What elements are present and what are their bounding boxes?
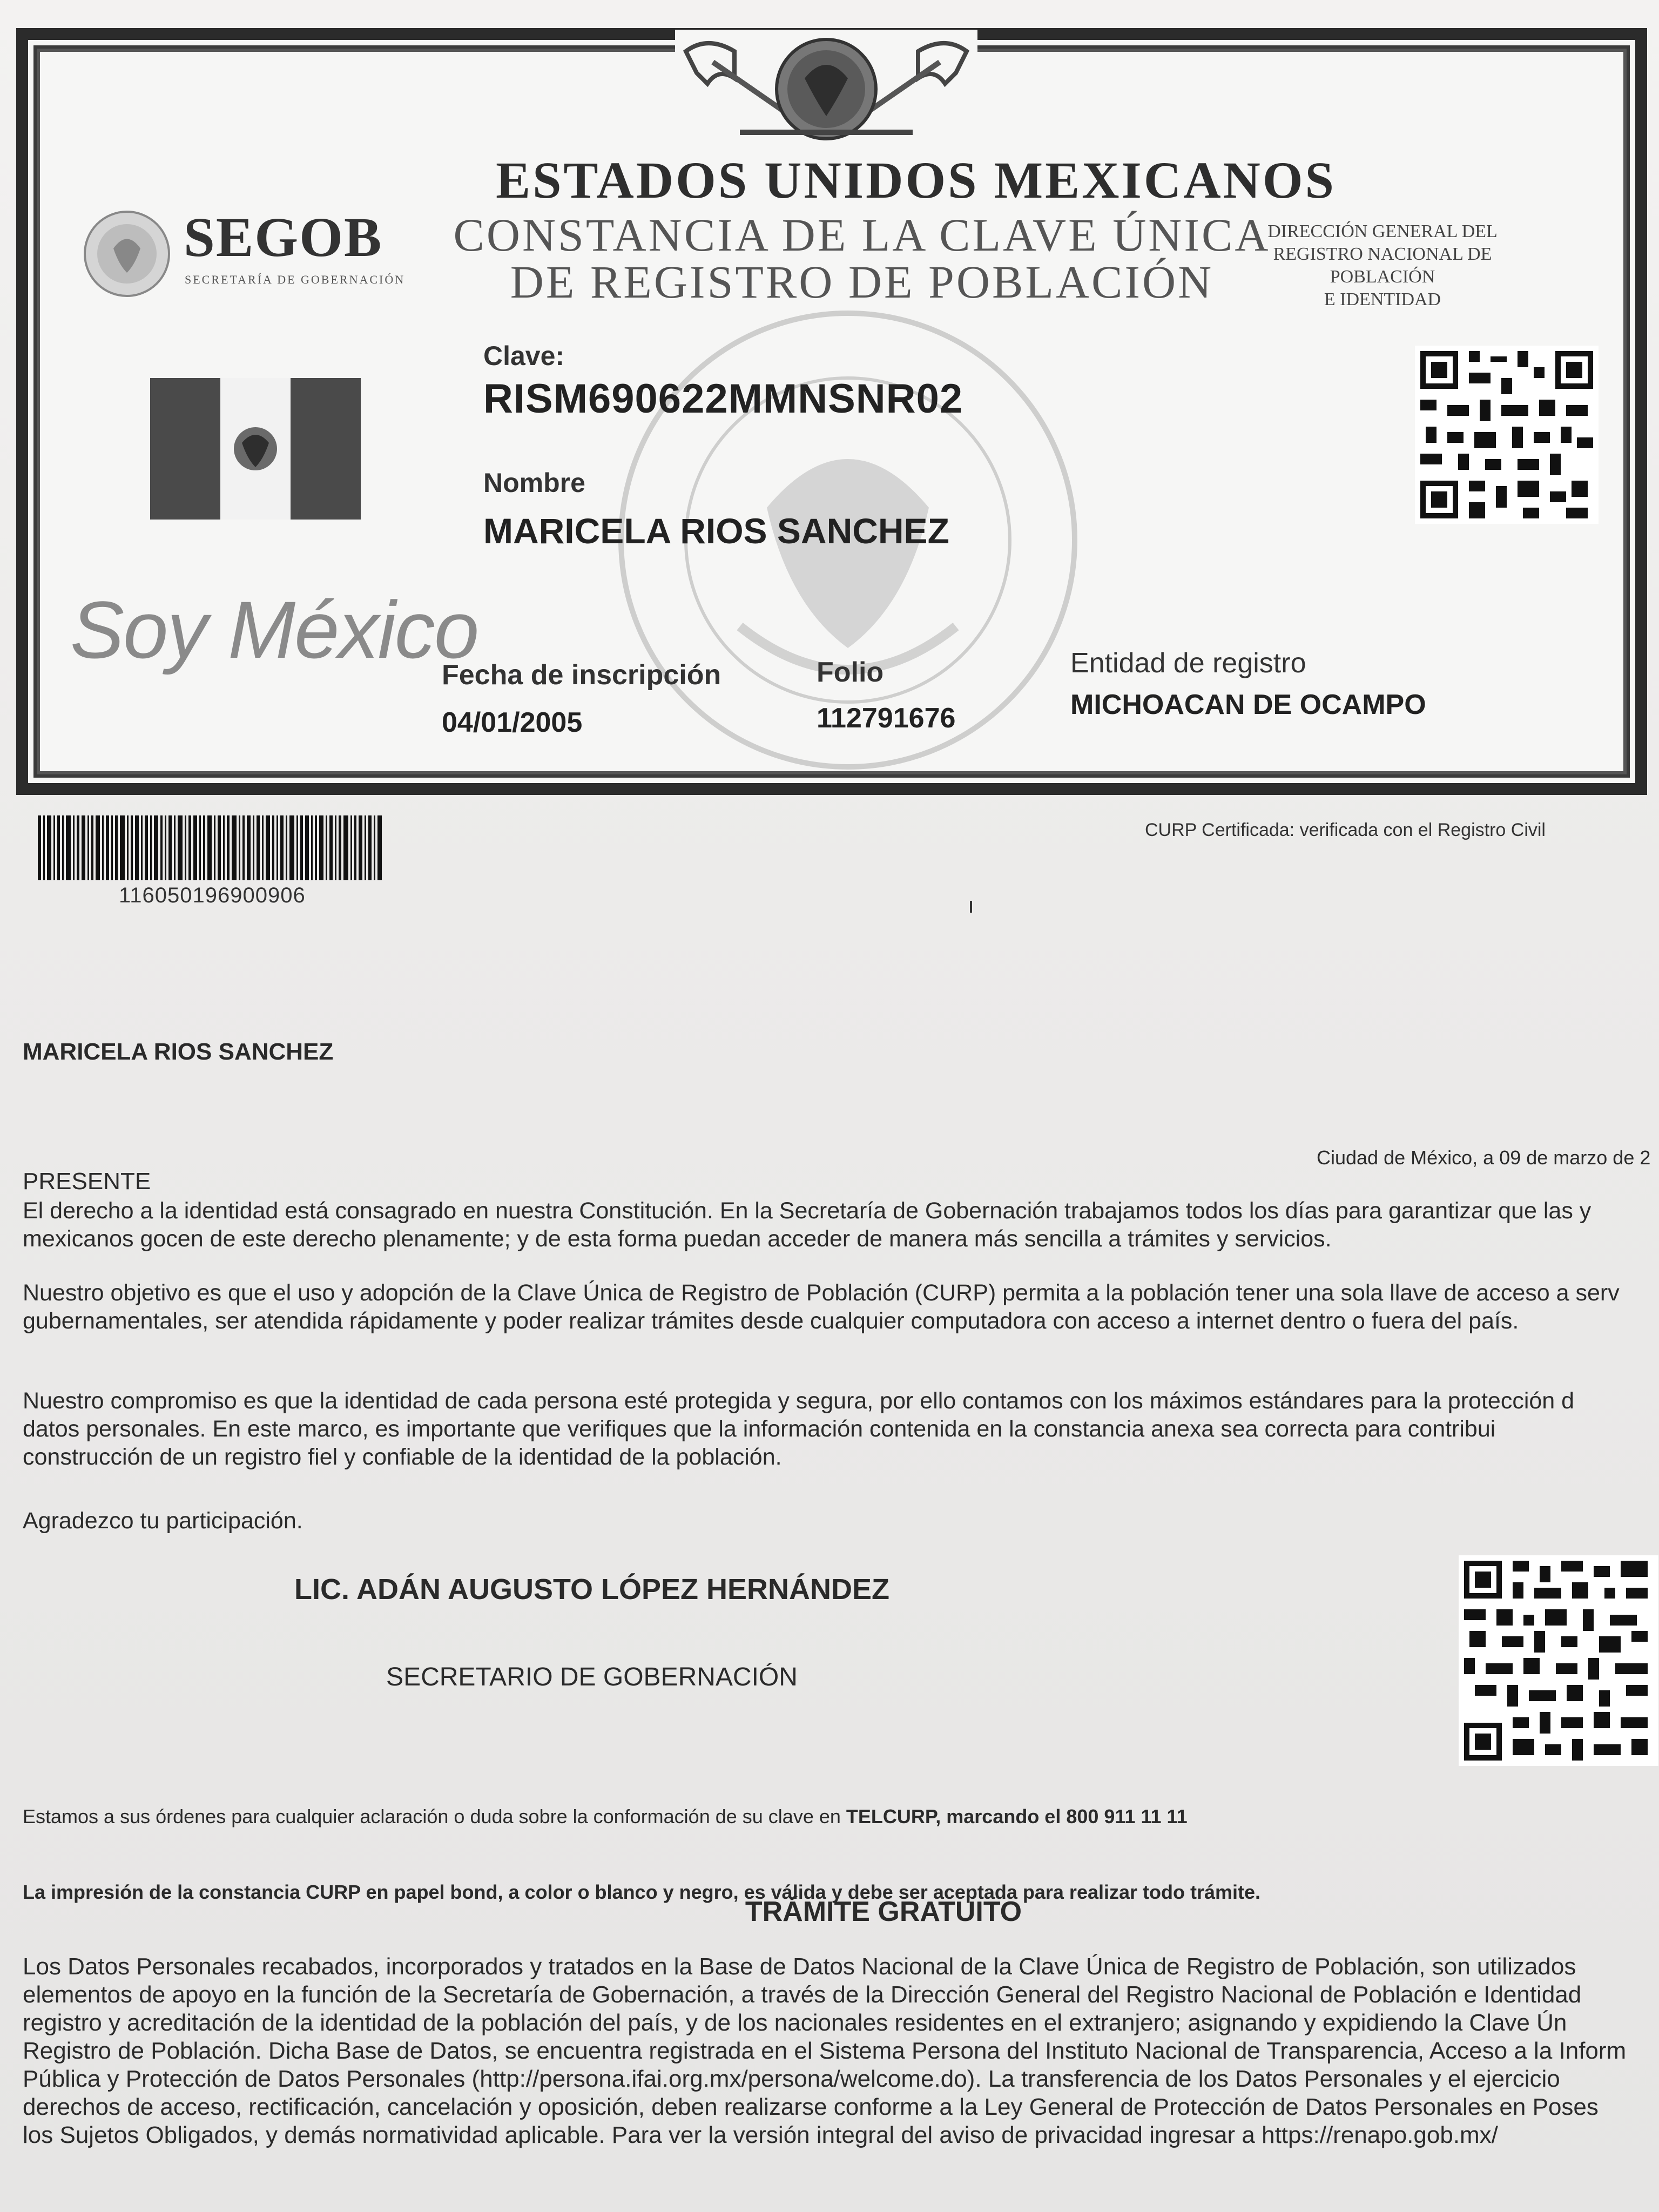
contact-text: Estamos a sus órdenes para cualquier aclaración o duda sobre la conformación de su clave en	[23, 1805, 846, 1827]
nombre-value: MARICELA RIOS SANCHEZ	[483, 511, 949, 551]
privacy-line-5: Pública y Protección de Datos Personales (http://persona.ifai.org.mx/persona/welcome.do). La transferencia de los Datos Personales y el ejercicio	[23, 2066, 1560, 2092]
issuing-direction	[1231, 220, 1534, 311]
contact-note	[23, 1803, 1188, 1831]
privacy-line-1: Los Datos Personales recabados, incorporados y tratados en la Base de Datos Nacional de la Clave Única de Registro de Población, son utilizados	[23, 1953, 1576, 1980]
thanks: Agradezco tu participación.	[23, 1508, 303, 1534]
free-procedure: TRÁMITE GRATUITO	[745, 1896, 1022, 1927]
direction-line-2: REGISTRO NACIONAL DE POBLACIÓN	[1273, 244, 1492, 287]
privacy-line-3: registro y acreditación de la identidad de la población del país, y de los nacionales residentes en el extranjero; asignando y expidiendo la Clave Ún	[23, 2009, 1567, 2036]
stray-mark	[970, 901, 972, 913]
signer-name: LIC. ADÁN AUGUSTO LÓPEZ HERNÁNDEZ	[294, 1573, 890, 1606]
country-title: ESTADOS UNIDOS MEXICANOS	[496, 151, 1336, 209]
privacy-line-4: Registro de Población. Dicha Base de Datos, se encuentra registrada en el Sistema Persona del Instituto Nacional de Transparencia, Acceso a la Inform	[23, 2038, 1627, 2064]
nombre-label: Nombre	[483, 468, 585, 498]
barcode-icon	[38, 815, 383, 880]
paragraph-1-line-2: mexicanos gocen de este derecho plenamente; y de esta forma puedan acceder de manera más sencilla a trámites y servicios.	[23, 1226, 1332, 1252]
privacy-line-6: derechos de acceso, rectificación, cancelación y oposición, deben realizarse conforme a la Ley General de Protección de Datos Personales en Poses	[23, 2094, 1599, 2120]
paragraph-2-line-1: Nuestro objetivo es que el uso y adopción de la Clave Única de Registro de Población (CURP) permita a la población tener una sola llave de acceso a serv	[23, 1280, 1620, 1306]
fecha-label: Fecha de inscripción	[442, 659, 721, 691]
agency-subtitle: SECRETARÍA DE GOBERNACIÓN	[185, 273, 406, 286]
direction-line-3: E IDENTIDAD	[1324, 289, 1441, 309]
place-date: Ciudad de México, a 09 de marzo de 2	[1317, 1147, 1651, 1169]
presente: PRESENTE	[23, 1168, 151, 1195]
clave-label: Clave:	[483, 341, 565, 371]
national-emblem-icon	[675, 30, 977, 149]
qr-code-large-icon	[1458, 1555, 1659, 1766]
slogan: Soy México	[70, 584, 478, 675]
agency-logo-text: SEGOB	[184, 206, 383, 268]
mexican-flag-icon	[150, 378, 361, 520]
qr-code-icon	[1415, 346, 1599, 524]
document-title-line1: CONSTANCIA DE LA CLAVE ÚNICA	[453, 209, 1271, 261]
privacy-line-7: los Sujetos Obligados, y demás normatividad aplicable. Para ver la versión integral del aviso de privacidad ingresar a https://renapo.gob.mx/	[23, 2122, 1498, 2148]
privacy-line-2: elementos de apoyo en la función de la Secretaría de Gobernación, a través de la Dirección General del Registro Nacional de Población e Identidad	[23, 1981, 1582, 2008]
folio-label: Folio	[817, 657, 884, 688]
paragraph-3-line-3: construcción de un registro fiel y confiable de la identidad de la población.	[23, 1444, 782, 1470]
folio-value: 112791676	[817, 703, 956, 734]
paragraph-2-line-2: gubernamentales, ser atendida rápidamente y poder realizar trámites desde cualquier computadora con acceso a internet dentro o fuera del país.	[23, 1308, 1519, 1334]
signer-title: SECRETARIO DE GOBERNACIÓN	[386, 1663, 798, 1691]
fecha-value: 04/01/2005	[442, 707, 583, 738]
telcurp-phone: TELCURP, marcando el 800 911 11 11	[846, 1805, 1188, 1827]
barcode-number: 116050196900906	[119, 884, 306, 907]
validity-note: La impresión de la constancia CURP en papel bond, a color o blanco y negro, es válida y debe ser aceptada para realizar todo trámite.	[23, 1881, 1261, 1903]
entidad-label: Entidad de registro	[1070, 648, 1306, 679]
paragraph-3-line-2: datos personales. En este marco, es importante que verifiques que la información contenida en la constancia anexa sea correcta para contribui	[23, 1416, 1496, 1442]
direction-line-1: DIRECCIÓN GENERAL DEL	[1267, 221, 1498, 241]
curp-certified-note: CURP Certificada: verificada con el Registro Civil	[1145, 820, 1546, 840]
entidad-value: MICHOACAN DE OCAMPO	[1070, 689, 1426, 720]
paragraph-1-line-1: El derecho a la identidad está consagrado en nuestra Constitución. En la Secretaría de Gobernación trabajamos todos los días para garantizar que las y	[23, 1198, 1591, 1224]
addressee: MARICELA RIOS SANCHEZ	[23, 1038, 334, 1065]
document-title-line2: DE REGISTRO DE POBLACIÓN	[510, 256, 1214, 308]
paragraph-3-line-1: Nuestro compromiso es que la identidad de cada persona esté protegida y segura, por ello contamos con los máximos estándares para la protección d	[23, 1388, 1575, 1414]
curp-value: RISM690622MMNSNR02	[483, 376, 963, 422]
segob-seal-icon	[81, 208, 173, 300]
